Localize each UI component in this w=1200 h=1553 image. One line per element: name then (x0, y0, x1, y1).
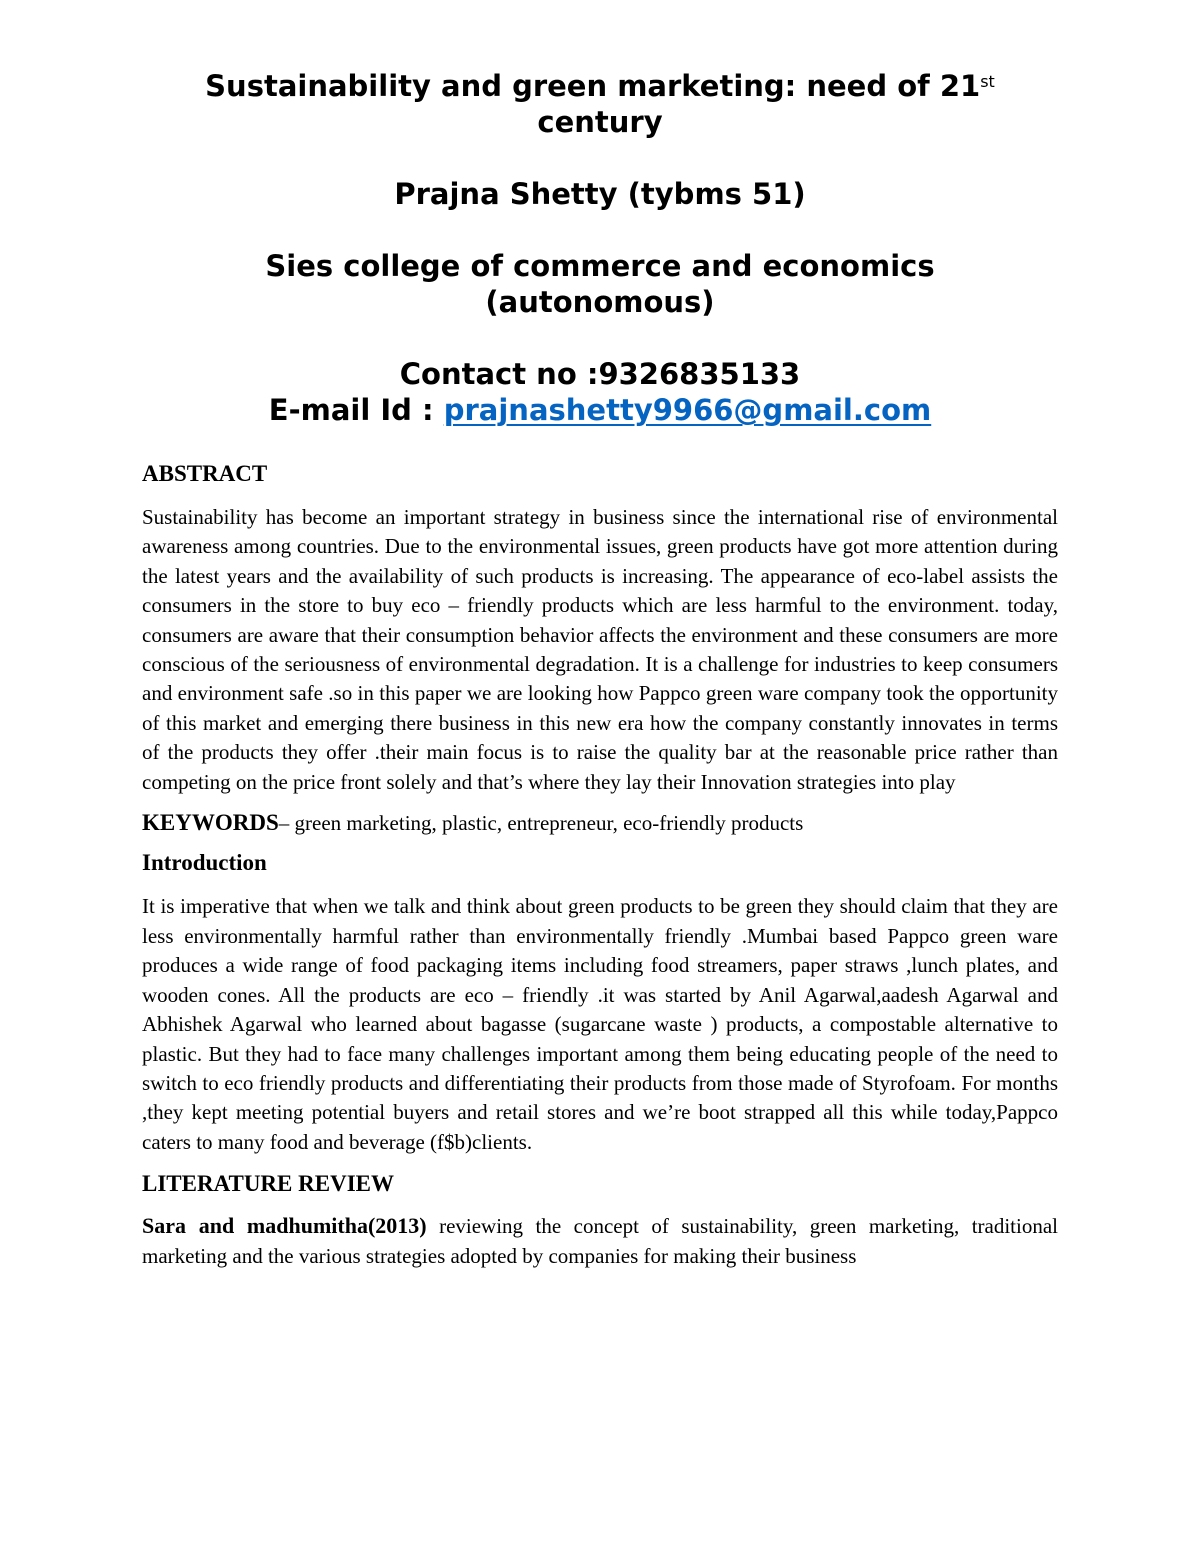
keywords-text: – green marketing, plastic, entrepreneur, eco-friendly products (278, 811, 804, 836)
keywords-label: KEYWORDS (142, 810, 279, 836)
contact-line: Contact no :9326835133 (399, 357, 801, 391)
keywords-line (142, 808, 1058, 838)
college-line1: Sies college of commerce and economics (265, 249, 935, 283)
literature-text: reviewing the concept of sustainability, green marketing, traditional marketing and the various strategies adopted by companies for making their business (142, 1214, 1059, 1268)
college-line2: (autonomous) (485, 285, 715, 319)
title-superscript: st (980, 72, 995, 91)
literature-review-heading: LITERATURE REVIEW (142, 1171, 394, 1197)
introduction-heading: Introduction (142, 850, 267, 876)
introduction-text: It is imperative that when we talk and think about green products to be green they should claim that they are less environmentally harmful rather than environmentally friendly .Mumbai based Pappco green ware produces a wide range of food packaging items including food streamers, paper straws ,lunch plates, and wooden cones. All the products are eco – friendly .it was started by Anil Agarwal,aadesh Agarwal and Abhishek Agarwal who learned about bagasse (sugarcane waste ) products, a compostable alternative to plastic. But they had to face many challenges important among them being educating people of the need to switch to eco friendly products and differentiating their products from those made of Styrofoam. For months ,they kept meeting potential buyers and retail stores and we’re boot strapped all this while today,Pappco caters to many food and beverage (f$b)clients. (142, 894, 1058, 1154)
document-page (142, 68, 1058, 1271)
email-label: E-mail Id : (268, 393, 444, 427)
abstract-heading: ABSTRACT (142, 461, 268, 486)
title-line1: Sustainability and green marketing: need of 21 (205, 69, 981, 103)
literature-review-text (142, 1211, 1058, 1271)
literature-author: Sara and madhumitha(2013) (142, 1213, 427, 1239)
author-line: Prajna Shetty (tybms 51) (394, 177, 806, 211)
email-line (142, 392, 1058, 428)
paper-header (142, 68, 1058, 428)
paper-title (142, 68, 1058, 104)
title-line2: century (537, 105, 663, 139)
email-link[interactable]: prajnashetty9966@gmail.com (443, 393, 932, 427)
abstract-text: Sustainability has become an important strategy in business since the international rise of environmental awareness among countries. Due to the environmental issues, green products have got more attention during the latest years and the availability of such products is increasing. The appearance of eco-label assists the consumers in the store to buy eco – friendly products which are less harmful to the environment. today, consumers are aware that their consumption behavior affects the environment and these consumers are more conscious of the seriousness of environmental degradation. It is a challenge for industries to keep consumers and environment safe .so in this paper we are looking how Pappco green ware company took the opportunity of this market and emerging there business in this new era how the company constantly innovates in terms of the products they offer .their main focus is to raise the quality bar at the reasonable price rather than competing on the price front solely and that’s where they lay their Innovation strategies into play (142, 505, 1058, 794)
